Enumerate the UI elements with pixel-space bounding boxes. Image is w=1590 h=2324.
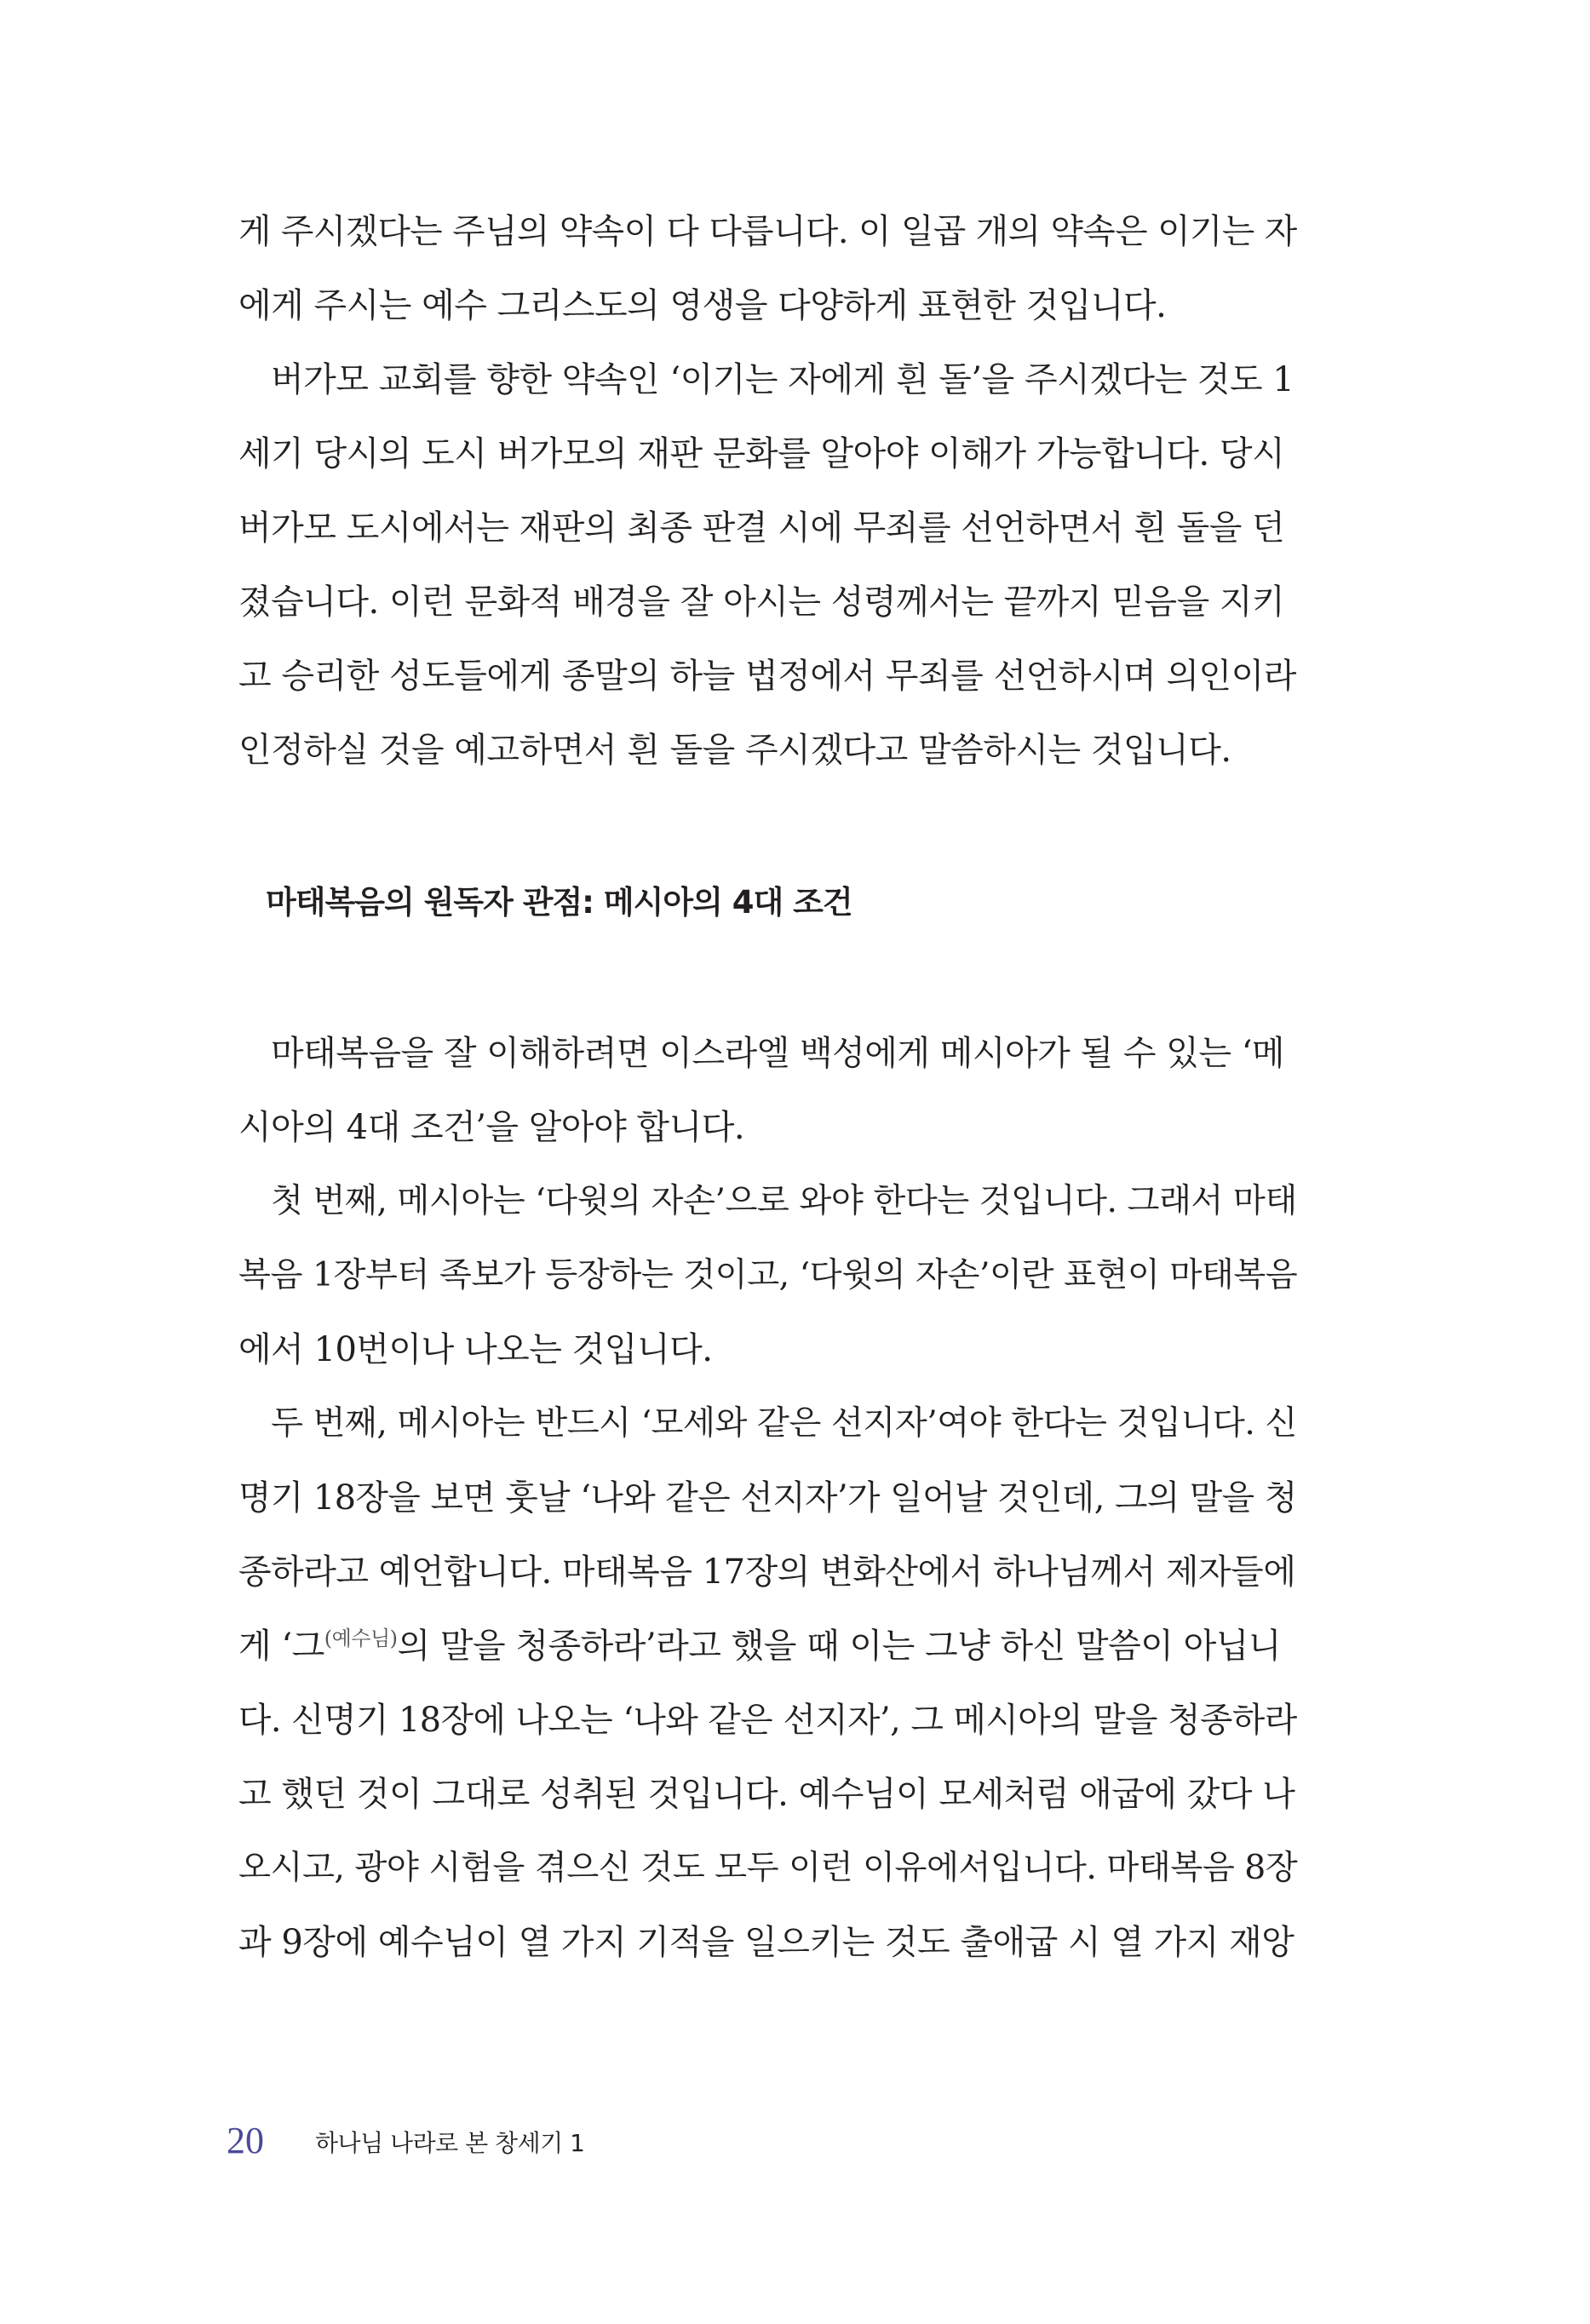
body-line: 게 주시겠다는 주님의 약속이 다 다릅니다. 이 일곱 개의 약속은 이기는 자	[238, 212, 1297, 251]
body-line: 세기 당시의 도시 버가모의 재판 문화를 알아야 이해가 가능합니다. 당시	[238, 434, 1285, 473]
body-line: 버가모 도시에서는 재판의 최종 판결 시에 무죄를 선언하면서 흰 돌을 던	[238, 508, 1285, 548]
body-line: 복음 1장부터 족보가 등장하는 것이고, ‘다윗의 자손’이란 표현이 마태복음	[238, 1256, 1298, 1294]
body-line: 두 번째, 메시아는 반드시 ‘모세와 같은 선지자’여야 한다는 것입니다. 신	[271, 1404, 1297, 1443]
page-number: 20	[227, 2120, 264, 2161]
body-line: 마태복음을 잘 이해하려면 이스라엘 백성에게 메시아가 될 수 있는 ‘메	[271, 1034, 1285, 1073]
section-heading: 마태복음의 원독자 관점: 메시아의 4대 조건	[266, 884, 852, 921]
body-line: 고 했던 것이 그대로 성취된 것입니다. 예수님이 모세처럼 애굽에 갔다 나	[238, 1775, 1295, 1814]
body-line: 시아의 4대 조건’을 알아야 합니다.	[238, 1108, 745, 1147]
body-line: 오시고, 광야 시험을 겪으신 것도 모두 이런 이유에서입니다. 마태복음 8장	[238, 1849, 1298, 1887]
inline-note: (예수님)	[324, 1627, 398, 1650]
body-line: 버가모 교회를 향한 약속인 ‘이기는 자에게 흰 돌’을 주시겠다는 것도 1	[271, 360, 1294, 399]
body-line: 종하라고 예언합니다. 마태복음 17장의 변화산에서 하나님께서 제자들에	[238, 1552, 1296, 1592]
body-line: 과 9장에 예수님이 열 가지 기적을 일으키는 것도 출애굽 시 열 가지 재앙	[238, 1923, 1294, 1962]
body-line	[238, 1612, 1303, 1680]
body-line: 에서 10번이나 나오는 것입니다.	[238, 1330, 713, 1369]
body-line: 졌습니다. 이런 문화적 배경을 잘 아시는 성령께서는 끝까지 믿음을 지키	[238, 582, 1285, 622]
body-line: 명기 18장을 보면 훗날 ‘나와 같은 선지자’가 일어날 것인데, 그의 말을 청	[238, 1478, 1297, 1518]
running-footer-title: 하나님 나라로 본 창세기 1	[315, 2129, 585, 2157]
body-line: 첫 번째, 메시아는 ‘다윗의 자손’으로 와야 한다는 것입니다. 그래서 마태	[271, 1182, 1297, 1220]
body-line: 에게 주시는 예수 그리스도의 영생을 다양하게 표현한 것입니다.	[238, 286, 1167, 325]
body-text: 의 말을 청종하라’라고 했을 때 이는 그냥 하신 말씀이 아닙니	[397, 1627, 1282, 1666]
body-line: 인정하실 것을 예고하면서 흰 돌을 주시겠다고 말씀하시는 것입니다.	[238, 731, 1231, 770]
body-line: 다. 신명기 18장에 나오는 ‘나와 같은 선지자’, 그 메시아의 말을 청종하라	[238, 1701, 1297, 1740]
body-text: 게 ‘그	[238, 1627, 324, 1666]
body-line: 고 승리한 성도들에게 종말의 하늘 법정에서 무죄를 선언하시며 의인이라	[238, 657, 1296, 696]
